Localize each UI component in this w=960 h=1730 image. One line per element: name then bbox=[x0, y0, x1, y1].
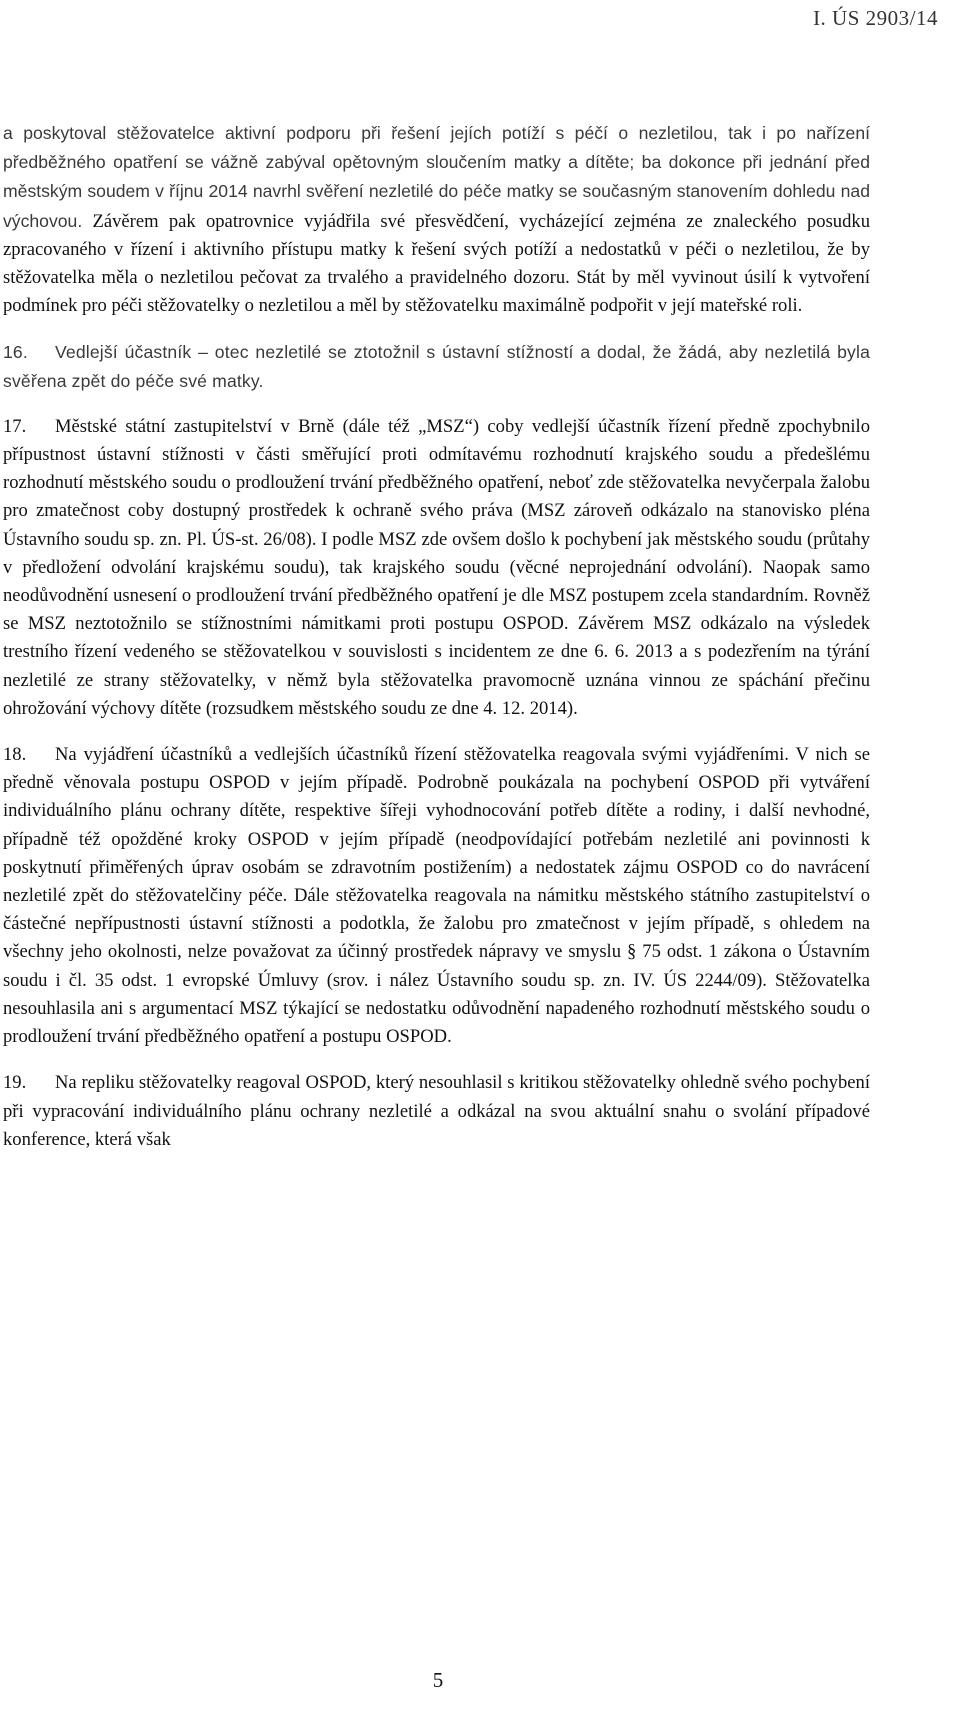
paragraph-continuation-lead: a poskytoval stěžovatelce aktivní podporu při řešení jejích potíží s péčí o nezletilou, tak i po nařízení předběžného opatření se vážně zabýval opětovným sloučením matky a dítěte; ba dokonce při jednání před městským soudem v říjnu 2014 navrhl svěření nezletilé do péče matky se současným stanovením dohledu nad výchovou. bbox=[3, 123, 870, 231]
paragraph-text: Na vyjádření účastníků a vedlejších účastníků řízení stěžovatelka reagovala svými vyjádřeními. V nich se předně věnovala postupu OSPOD v jejím případě. Podrobně poukázala na pochybení OSPOD při vytváření individuálního plánu ochrany dítěte, respektive šířeji vyhodnocování potřeb dítěte a rodiny, i další nevhodné, případně též opožděné kroky OSPOD v jejím případě (neodpovídající potřebám nezletilé ani povinnosti k poskytnutí přiměřených úprav osobám se zdravotním postižením) a nedostatek zájmu OSPOD co do navrácení nezletilé zpět do stěžovatelčiny péče. Dále stěžovatelka reagovala na námitku městského státního zastupitelství o částečné nepřípustnosti ústavní stížnosti a podotkla, že žalobu pro zmatečnost v jejím případě, s ohledem na všechny jeho okolnosti, nelze považovat za účinný prostředek nápravy ve smyslu § 75 odst. 1 zákona o Ústavním soudu i čl. 35 odst. 1 evropské Úmluvy (srov. i nález Ústavního soudu sp. zn. IV. ÚS 2244/09). Stěžovatelka nesouhlasila ani s argumentací MSZ týkající se nedostatku odůvodnění napadeného rozhodnutí městského soudu o prodloužení trvání předběžného opatření a postupu OSPOD. bbox=[3, 744, 870, 1048]
paragraph-continuation-text: Závěrem pak opatrovnice vyjádřila své přesvědčení, vycházející zejména ze znaleckého posudku zpracovaného v řízení i aktivního přístupu matky k řešení svých potíží a nedostatků v péči o nezletilou, že by stěžovatelka měla o nezletilou pečovat za trvalého a pravidelného dozoru. Stát by měl vyvinout úsilí k vytvoření podmínek pro péči stěžovatelky o nezletilou a měl by stěžovatelku maximálně podpořit v její mateřské roli. bbox=[3, 210, 870, 317]
document-body bbox=[3, 119, 870, 1172]
paragraph-number: 16. bbox=[3, 342, 28, 363]
paragraph-continuation bbox=[3, 119, 870, 320]
paragraph-17 bbox=[3, 413, 870, 723]
paragraph-number: 19. bbox=[3, 1072, 27, 1094]
case-number-header: I. ÚS 2903/14 bbox=[813, 6, 938, 30]
paragraph-number: 18. bbox=[3, 744, 27, 766]
paragraph-text: Městské státní zastupitelství v Brně (dále též „MSZ“) coby vedlejší účastník řízení předně zpochybnilo přípustnost ústavní stížnosti v části směřující proti odmítavému rozhodnutí krajského soudu a předešlému rozhodnutí městského soudu o prodloužení trvání předběžného opatření, neboť zde stěžovatelka nevyčerpala žalobu pro zmatečnost coby dostupný prostředek k ochraně svého práva (MSZ zároveň odkázalo na stanovisko pléna Ústavního soudu sp. zn. Pl. ÚS-st. 26/08). I podle MSZ zde ovšem došlo k pochybení jak městského soudu (průtahy v předložení odvolání krajskému soudu), tak krajského soudu (věcné neprojednání odvolání). Naopak samo neodůvodnění usnesení o prodloužení trvání předběžného opatření je dle MSZ postupem zcela standardním. Rovněž se MSZ neztotožnilo se stížnostními námitkami proti postupu OSPOD. Závěrem MSZ odkázalo na výsledek trestního řízení vedeného se stěžovatelkou v souvislosti s incidentem ze dne 6. 6. 2013 a s podezřením na týrání nezletilé ze strany stěžovatelky, v němž byla stěžovatelka pravomocně uznána vinnou ze spáchání přečinu ohrožování výchovy dítěte (rozsudkem městského soudu ze dne 4. 12. 2014). bbox=[3, 415, 870, 719]
page-number: 5 bbox=[432, 1668, 444, 1692]
paragraph-19 bbox=[3, 1069, 870, 1154]
paragraph-text: Na repliku stěžovatelky reagoval OSPOD, který nesouhlasil s kritikou stěžovatelky ohledně svého pochybení při vypracování individuálního plánu ochrany nezletilé a odkázal na svou aktuální snahu o svolání případové konference, která však bbox=[3, 1072, 870, 1150]
paragraph-text: Vedlejší účastník – otec nezletilé se ztotožnil s ústavní stížností a dodal, že žádá, aby nezletilá byla svěřena zpět do péče své matky. bbox=[3, 342, 870, 391]
paragraph-18 bbox=[3, 741, 870, 1051]
paragraph-number: 17. bbox=[3, 415, 27, 437]
paragraph-16 bbox=[3, 338, 870, 394]
